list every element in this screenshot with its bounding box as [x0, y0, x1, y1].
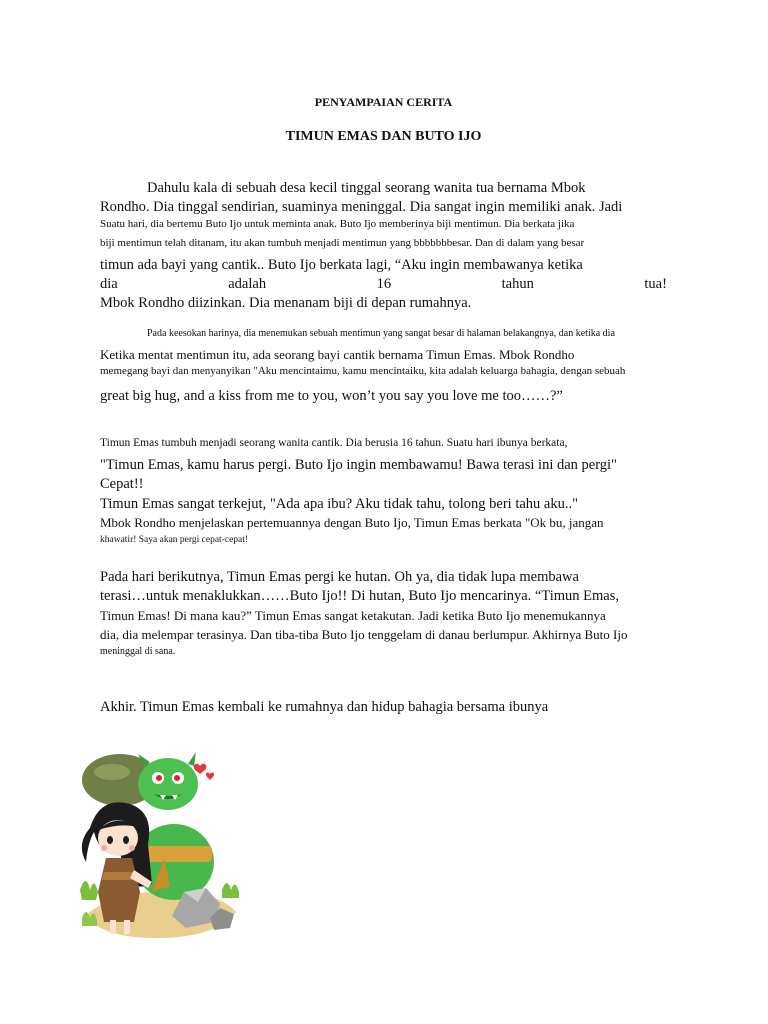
giant-pupil-right: [174, 775, 180, 781]
heart-small-icon: [206, 773, 214, 780]
p2-line-1: Pada keesokan harinya, dia menemukan sebuah mentimun yang sangat besar di halaman belakangnya, dan ketika dia: [147, 328, 615, 339]
p1-line-5: timun ada bayi yang cantik.. Buto Ijo berkata lagi, “Aku ingin membawanya ketika: [100, 257, 583, 273]
girl-leg-left: [110, 920, 116, 934]
girl-eye-right: [123, 836, 129, 844]
p3-line-6: khawatir! Saya akan pergi cepat-cepat!: [100, 535, 249, 545]
p1-line-1: Dahulu kala di sebuah desa kecil tinggal seorang wanita tua bernama Mbok: [147, 180, 586, 196]
p2-line-4: great big hug, and a kiss from me to you, won’t you say you love me too……?”: [100, 388, 563, 404]
girl-eye-left: [107, 836, 113, 844]
girl-blush-right: [129, 845, 135, 851]
p3-line-3: Cepat!!: [100, 476, 144, 492]
p5-line-1: Akhir. Timun Emas kembali ke rumahnya dan hidup bahagia bersama ibunya: [100, 699, 549, 715]
p4-line-3: Timun Emas! Di mana kau?” Timun Emas sangat ketakutan. Jadi ketika Buto Ijo menemukannya: [100, 608, 606, 623]
girl-leg-right: [124, 920, 130, 934]
p1-word-2: adalah: [228, 276, 267, 292]
p3-line-1: Timun Emas tumbuh menjadi seorang wanita cantik. Dia berusia 16 tahun. Suatu hari ibunya berkata,: [100, 437, 568, 449]
p3-line-4: Timun Emas sangat terkejut, "Ada apa ibu? Aku tidak tahu, tolong beri tahu aku..": [100, 496, 579, 512]
p1-line-3: Suatu hari, dia bertemu Buto Ijo untuk meminta anak. Buto Ijo memberinya biji mentimun. Dia berkata jika: [100, 218, 575, 230]
p1-word-4: tahun: [501, 276, 534, 292]
girl-sash: [102, 872, 136, 880]
p1-line-7: Mbok Rondho diizinkan. Dia menanam biji di depan rumahnya.: [100, 295, 472, 311]
p1-line-2: Rondho. Dia tinggal sendirian, suaminya meninggal. Dia sangat ingin memiliki anak. Jadi: [100, 199, 623, 215]
p1-word-5: tua!: [644, 276, 667, 292]
p2-line-3: memegang bayi dan menyanyikan "Aku mencintaimu, kamu mencintaiku, kita adalah keluarga bahagia, dengan sebuah: [100, 365, 626, 377]
p4-line-2: terasi…untuk menaklukkan……Buto Ijo!! Di hutan, Buto Ijo mencarinya. “Timun Emas,: [100, 588, 619, 604]
p4-line-1: Pada hari berikutnya, Timun Emas pergi ke hutan. Oh ya, dia tidak lupa membawa: [100, 569, 579, 585]
p3-line-2: "Timun Emas, kamu harus pergi. Buto Ijo ingin membawamu! Bawa terasi ini dan pergi": [100, 457, 617, 473]
p1-word-1: dia: [100, 276, 118, 292]
girl-blush-left: [101, 845, 107, 851]
giant-horn-right: [188, 752, 196, 766]
heading: PENYAMPAIAN CERITA: [314, 95, 453, 109]
p3-line-5: Mbok Rondho menjelaskan pertemuannya dengan Buto Ijo, Timun Emas berkata "Ok bu, jangan: [100, 515, 604, 530]
p1-line-4: biji mentimun telah ditanam, itu akan tumbuh menjadi mentimun yang bbbbbbbesar. Dan di dalam yang besar: [100, 237, 585, 249]
grass-left: [80, 881, 98, 900]
p4-line-4: dia, dia melempar terasinya. Dan tiba-tiba Buto Ijo tenggelam di danau berlumpur. Akhirnya Buto Ijo: [100, 627, 628, 642]
giant-pupil-left: [156, 775, 162, 781]
girl-dress: [98, 858, 140, 922]
p1-line-6: [100, 277, 667, 292]
heart-icon: [194, 764, 207, 774]
p4-line-5: meninggal di sana.: [100, 646, 176, 657]
p1-word-3: 16: [376, 276, 392, 292]
p2-line-2: Ketika mentat mentimun itu, ada seorang bayi cantik bernama Timun Emas. Mbok Rondho: [100, 347, 575, 362]
grass-right: [222, 883, 239, 898]
giant-head: [138, 758, 198, 810]
story-illustration: [76, 740, 244, 940]
boulder-highlight: [94, 764, 130, 780]
story-title: TIMUN EMAS DAN BUTO IJO: [285, 129, 482, 144]
